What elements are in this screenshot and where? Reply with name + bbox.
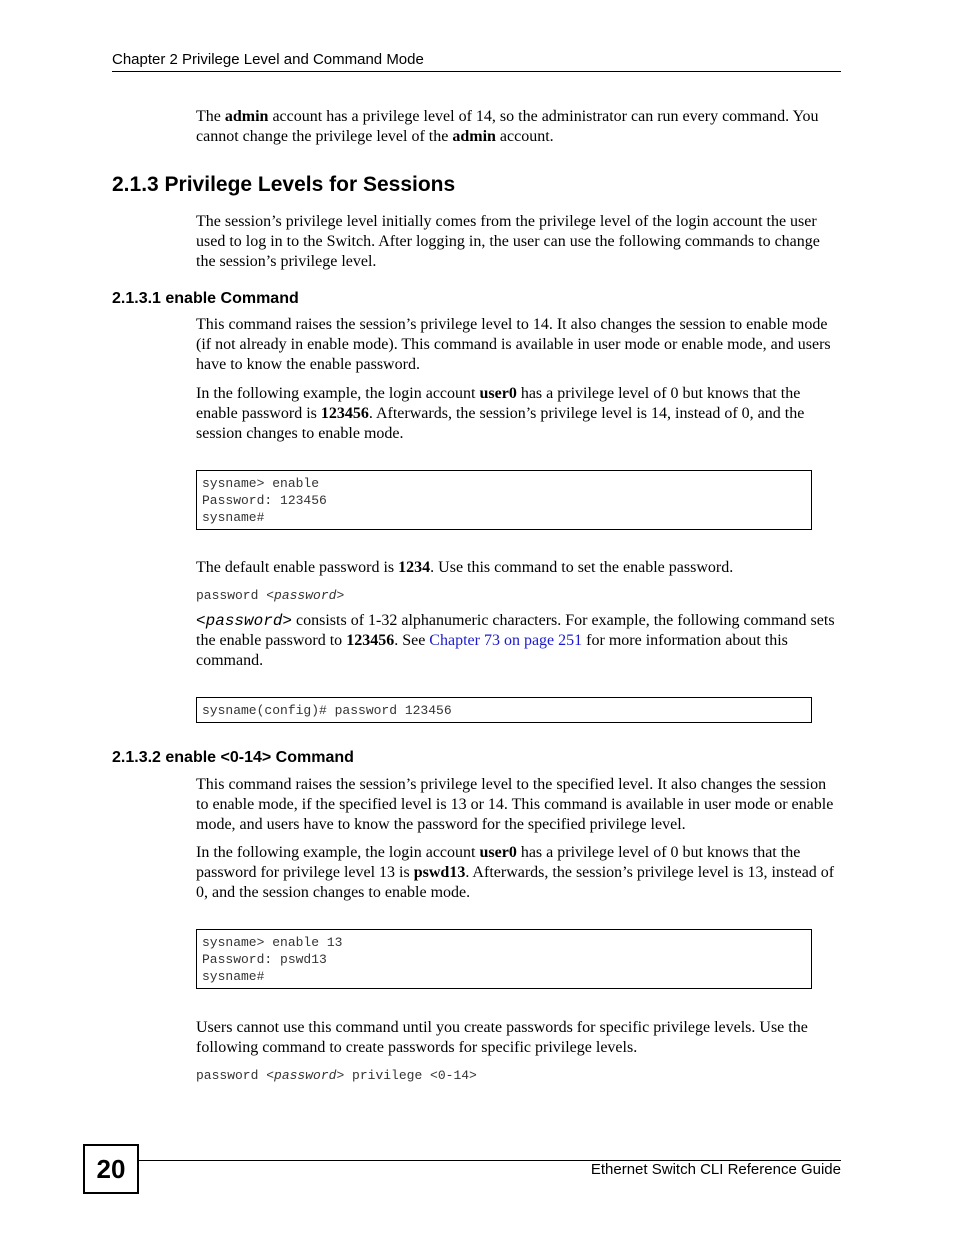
- section-heading-2-1-3: 2.1.3 Privilege Levels for Sessions: [112, 173, 456, 196]
- privilege-password-syntax: password <password> privilege <0-14>: [196, 1068, 477, 1083]
- code-line: Password: 123456: [202, 493, 327, 508]
- chapter-73-link[interactable]: Chapter 73 on page 251: [429, 632, 583, 649]
- code-line: Password: pswd13: [202, 952, 327, 967]
- section-2-1-3-paragraph: The session’s privilege level initially comes from the privilege level of the login account the user used to log in to the Switch. After logging in, the user can use the following commands to change the session’s privilege level.: [196, 213, 820, 270]
- guide-title: Ethernet Switch CLI Reference Guide: [590, 1161, 841, 1178]
- enable-command-example-intro: In the following example, the login account user0 has a privilege level of 0 but knows that the enable password is 123456. Afterwards, the session’s privilege level is 14, instead of 0, and the session changes to enable mode.: [196, 385, 805, 442]
- code-line: sysname#: [202, 510, 265, 525]
- page-number: 20: [83, 1144, 139, 1194]
- running-header: Chapter 2 Privilege Level and Command Mode: [112, 51, 424, 68]
- password-parameter-paragraph: <password> consists of 1-32 alphanumeric characters. For example, the following command sets the enable password to 123456. See Chapter 73 on page 251 for more information about this command.: [196, 612, 835, 669]
- privilege-password-paragraph: Users cannot use this command until you create passwords for specific privilege levels. Use the following command to create passwords for specific privilege levels.: [196, 1019, 808, 1056]
- code-line: sysname#: [202, 969, 265, 984]
- code-example-enable: [196, 470, 812, 530]
- code-example-enable-13: [196, 929, 812, 989]
- header-rule: [112, 71, 841, 72]
- code-line: sysname> enable: [202, 476, 320, 491]
- enable-level-example-intro: In the following example, the login account user0 has a privilege level of 0 but knows that the password for privilege level 13 is pswd13. Afterwards, the session’s privilege level is 13, instead of 0, and the session changes to enable mode.: [196, 844, 835, 901]
- section-heading-2-1-3-2: 2.1.3.2 enable <0-14> Command: [112, 749, 354, 766]
- enable-command-description: This command raises the session’s privilege level to 14. It also changes the session to enable mode (if not already in enable mode). This command is available in user mode or enable mode, and users have to know the enable password.: [196, 316, 831, 373]
- password-syntax: password <password>: [196, 588, 345, 603]
- section-heading-2-1-3-1: 2.1.3.1 enable Command: [112, 290, 299, 307]
- code-line: sysname> enable 13: [202, 935, 343, 950]
- enable-level-command-description: This command raises the session’s privilege level to the specified level. It also changes the session to enable mode, if the specified level is 13 or 14. This command is available in user mode or enable mode, and users have to know the password for the specified privilege level.: [196, 776, 834, 833]
- intro-paragraph: The admin account has a privilege level of 14, so the administrator can run every command. You cannot change the privilege level of the admin account.: [196, 108, 819, 145]
- code-example-password: sysname(config)# password 123456: [196, 697, 812, 723]
- default-password-paragraph: The default enable password is 1234. Use this command to set the enable password.: [196, 559, 734, 576]
